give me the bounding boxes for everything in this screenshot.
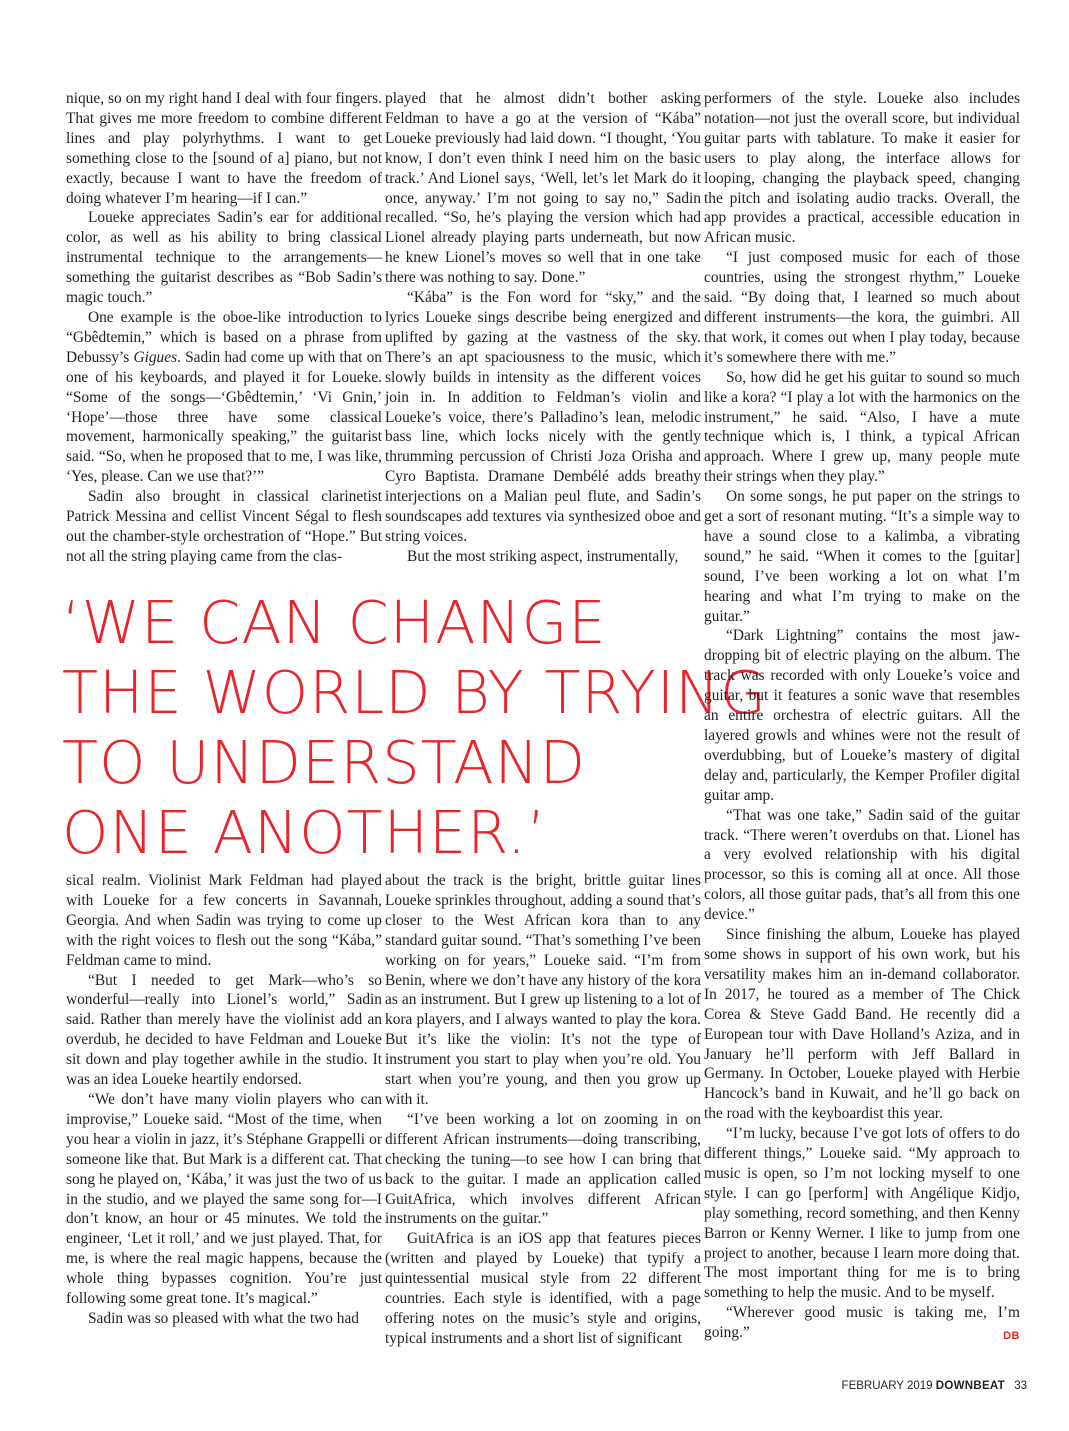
- column-1-bottom: [66, 871, 382, 1329]
- paragraph: played that he almost didn’t bother asking Feldman to have a go at the version of “Kába” Loueke previously had laid down. “I thought, ‘You know, I don’t even think I need him on the basic track.’ And Lionel says, ‘Well, let’s let Mark do it once, anyway.’ I’m not going to say no,” Sadin recalled. “So, he’s playing the version which had Lionel already playing parts underneath, but now he knew Lionel’s moves so well that in one take there was nothing to say. Done.”: [385, 90, 701, 287]
- paragraph: “That was one take,” Sadin said of the guitar track. “There weren’t overdubs on that. Lionel has a very evolved relationship with his digital processor, so this is coming all at once. All those colors, all those guitar pads, that’s all from this one device.”: [704, 806, 1020, 924]
- pull-quote-line: ‘WE CAN CHANGE: [62, 588, 607, 657]
- paragraph: Loueke appreciates Sadin’s ear for additional color, as well as his ability to bring classical instrumental technique to the arrangements—something the guitarist describes as “Bob Sadin’s magic touch.”: [66, 209, 382, 307]
- italic-title: Gigues: [133, 348, 178, 366]
- pull-quote-line: TO UNDERSTAND: [62, 728, 587, 797]
- page-number: 33: [1014, 1380, 1027, 1392]
- paragraph: “I just composed music for each of those countries, using the strongest rhythm,” Loueke said. “By doing that, I learned so much about different instruments—the kora, the guimbri. All that work, it comes out when I play today, because it’s somewhere there with me.”: [704, 249, 1020, 366]
- paragraph: “I’ve been working a lot on zooming in on different African instruments—doing transcribing, checking the tuning—to see how I can bring that back to the guitar. I made an application called GuitAfrica, which involves different African instruments on the guitar.”: [385, 1110, 701, 1228]
- paragraph: performers of the style. Loueke also includes notation—not just the overall score, but individual guitar parts with tablature. To make it easier for users to play along, the interface allows for looping, changing the playback speed, changing the pitch and isolating audio tracks. Overall, the app provides a practical, accessible education in African music.: [704, 90, 1020, 247]
- column-2-bottom: [385, 871, 701, 1349]
- paragraph: But the most striking aspect, instrumentally,: [407, 547, 679, 565]
- pull-quote-line: ONE ANOTHER.’: [62, 798, 547, 867]
- magazine-name: DOWNBEAT: [935, 1380, 1005, 1392]
- paragraph: Sadin also brought in classical clarinetist Patrick Messina and cellist Vincent Ségal to flesh out the chamber-style orchestration of “Hope.” But not all the string playing came from the clas-: [66, 488, 382, 565]
- pull-quote-line: THE WORLD BY TRYING: [62, 658, 768, 727]
- paragraph: So, how did he get his guitar to sound so much like a kora? “I play a lot with the harmonics on the instrument,” he said. “Also, I have a mute technique which is, I think, a typical African approach. Where I grew up, many people mute their strings when they play.”: [704, 368, 1020, 486]
- column-2-top: [385, 89, 701, 567]
- paragraph: “I’m lucky, because I’ve got lots of offers to do different things,” Loueke said. “My approach to music is open, so I’m not locking myself to one style. I can go [perform] with Angélique Kidjo, play something, record something, and then Kenny Barron or Kenny Werner. I like to jump from one project to another, because I learn more doing that. The most important thing for me is to bring something to help the music. And to be myself.: [704, 1125, 1020, 1302]
- column-3: [704, 89, 1020, 1347]
- paragraph: “We don’t have many violin players who can improvise,” Loueke said. “Most of the time, when you hear a violin in jazz, it’s Stéphane Grappelli or someone like that. But Mark is a different cat. That song he played on, ‘Kába,’ it was just the two of us in the studio, and we played the same song for—I don’t know, an hour or 45 minutes. We told the engineer, ‘Let it roll,’ and we just played. That, for me, is where the real magic happens, because the whole thing bypasses cognition. You’re just following some great tone. It’s magical.”: [66, 1090, 382, 1308]
- paragraph: sical realm. Violinist Mark Feldman had played with Loueke for a few concerts in Savannah, Georgia. And when Sadin was trying to come up with the right voices to flesh out the song “Kába,” Feldman came to mind.: [66, 872, 382, 969]
- page-folio: [842, 1380, 1027, 1392]
- paragraph: Sadin was so pleased with what the two had: [88, 1309, 359, 1327]
- column-1-top: [66, 89, 382, 567]
- paragraph: nique, so on my right hand I deal with four fingers. That gives me more freedom to combine different lines and play polyrhythms. I want to get something close to the [sound of a] piano, but not exactly, because I want to have the freedom of doing whatever I’m hearing—if I can.”: [66, 90, 382, 207]
- paragraph: On some songs, he put paper on the strings to get a sort of resonant muting. “It’s a simple way to have a sound close to a kalimba, a vibrating sound,” he said. “When it comes to the [guitar] sound, I’ve been working a lot on what I’m hearing and what I’m trying to make on the guitar.”: [704, 488, 1020, 625]
- paragraph: GuitAfrica is an iOS app that features pieces (written and played by Loueke) that typify a quintessential musical style from 22 different countries. Each style is identified, with a page offering notes on the music’s style and origins, typical instruments and a short list of significant: [385, 1230, 701, 1347]
- paragraph: One example is the oboe-like introduction to “Gbêdtemin,” which is based on a phrase from Debussy’s Gigues. Sadin had come up with that on one of his keyboards, and played it for Loueke. “Some of the songs—‘Gbêdtemin,’ ‘Vi Gnin,’ ‘Hope’—those three have some classical movement, harmonically speaking,” the guitarist said. “So, when he proposed that to me, I was like, ‘Yes, please. Can we use that?’”: [66, 308, 382, 486]
- paragraph: “Dark Lightning” contains the most jaw-dropping bit of electric playing on the album. The track was recorded with only Loueke’s voice and guitar, but it features a sonic wave that resembles an entire orchestra of electric guitars. All the layered growls and whines were not the result of overdubbing, but of Loueke’s mastery of digital delay and, particularly, the Kemper Profiler digital guitar amp.: [704, 627, 1020, 804]
- issue-date: FEBRUARY 2019: [841, 1380, 933, 1392]
- paragraph: “Wherever good music is taking me, I’m going.” DB: [704, 1303, 1020, 1343]
- paragraph: “But I needed to get Mark—who’s so wonderful—really into Lionel’s world,” Sadin said. Rather than merely have the violinist add an overdub, he decided to have Feldman and Loueke sit down and play together awhile in the studio. It was an idea Loueke heartily endorsed.: [66, 971, 382, 1089]
- paragraph: about the track is the bright, brittle guitar lines Loueke sprinkles throughout, adding a sound that’s closer to the West African kora than to any standard guitar sound. “That’s something I’ve been working on for years,” Loueke said. “I’m from Benin, where we don’t have any history of the kora as an instrument. But I grew up listening to a lot of kora players, and I always wanted to play the kora. But it’s like the violin: It’s not the type of instrument you start to play when you’re old. You start when you’re young, and then you grow up with it.: [385, 872, 701, 1108]
- end-mark: DB: [1003, 1330, 1020, 1343]
- pull-quote: [62, 588, 768, 868]
- paragraph: Since finishing the album, Loueke has played some shows in support of his own work, but his versatility makes him an in-demand collaborator. In 2017, he toured as a member of The Chick Corea & Steve Gadd Band. He recently did a European tour with Dave Holland’s Aziza, and in January he’ll perform with Jeff Ballard in Germany. In October, Loueke played with Herbie Hancock’s band in Kuwait, and he’ll go back on the road with the keyboardist this year.: [704, 926, 1020, 1123]
- paragraph: “Kába” is the Fon word for “sky,” and the lyrics Loueke sings describe being energized and uplifted by gazing at the vastness of the sky. There’s an apt spaciousness to the music, which slowly builds in intensity as the different voices join in. In addition to Feldman’s violin and Loueke’s voice, there’s Palladino’s lean, melodic bass line, which locks nicely with the gently thrumming percussion of Christi Joza Orisha and Cyro Baptista. Dramane Dembélé adds breathy interjections on a Malian peul flute, and Sadin’s soundscapes add textures via synthesized oboe and string voices.: [385, 289, 701, 545]
